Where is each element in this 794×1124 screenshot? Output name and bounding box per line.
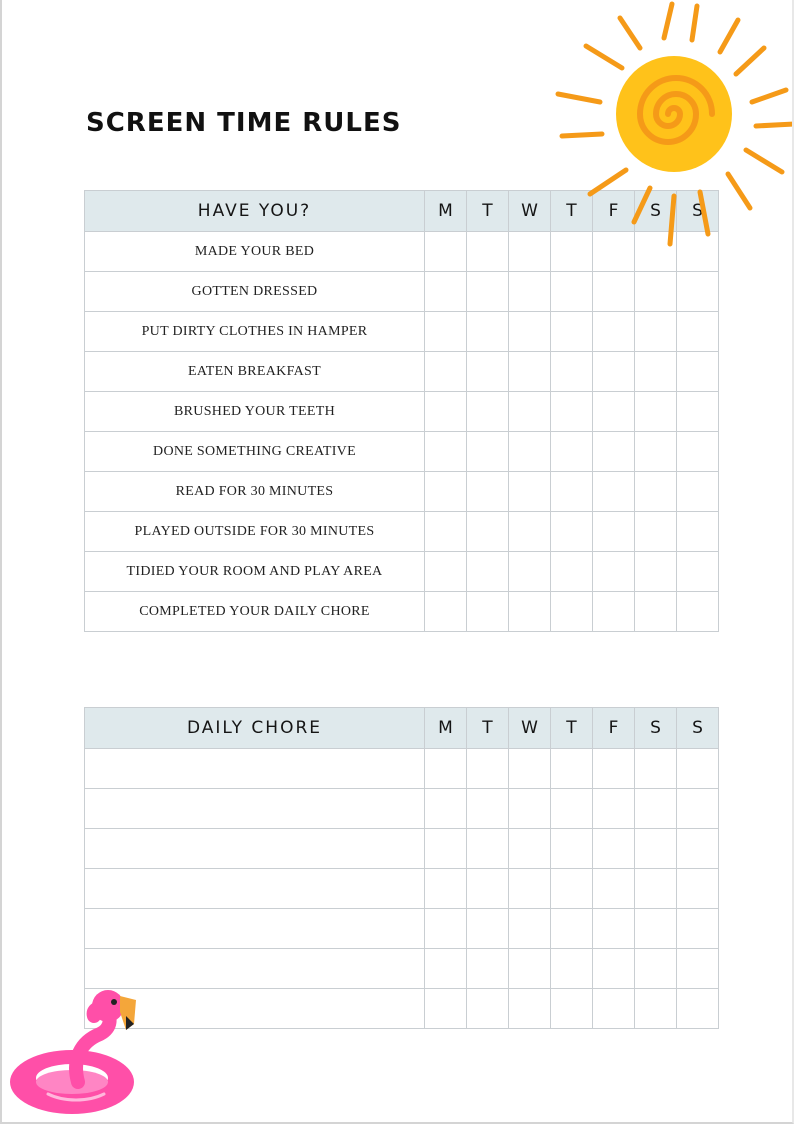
day-checkbox-cell[interactable] — [593, 949, 635, 989]
day-checkbox-cell[interactable] — [551, 352, 593, 392]
day-checkbox-cell[interactable] — [425, 749, 467, 789]
chore-row-label — [85, 789, 425, 829]
day-checkbox-cell[interactable] — [467, 472, 509, 512]
task-row-label: DONE SOMETHING CREATIVE — [85, 432, 425, 472]
day-checkbox-cell[interactable] — [509, 432, 551, 472]
day-checkbox-cell[interactable] — [635, 749, 677, 789]
day-checkbox-cell[interactable] — [551, 869, 593, 909]
day-checkbox-cell[interactable] — [593, 592, 635, 632]
day-checkbox-cell[interactable] — [635, 869, 677, 909]
task-row — [85, 312, 719, 352]
task-row-label: READ FOR 30 MINUTES — [85, 472, 425, 512]
day-checkbox-cell[interactable] — [509, 989, 551, 1029]
task-row — [85, 392, 719, 432]
task-row-label: TIDIED YOUR ROOM AND PLAY AREA — [85, 552, 425, 592]
day-checkbox-cell[interactable] — [635, 472, 677, 512]
task-row — [85, 352, 719, 392]
day-checkbox-cell[interactable] — [467, 272, 509, 312]
task-row — [85, 592, 719, 632]
day-header-monday: M — [425, 708, 467, 749]
day-header-thursday: T — [551, 191, 593, 232]
day-checkbox-cell[interactable] — [593, 272, 635, 312]
day-checkbox-cell[interactable] — [425, 272, 467, 312]
day-checkbox-cell[interactable] — [677, 829, 719, 869]
day-checkbox-cell[interactable] — [509, 512, 551, 552]
day-checkbox-cell[interactable] — [635, 789, 677, 829]
day-checkbox-cell[interactable] — [467, 512, 509, 552]
day-checkbox-cell[interactable] — [593, 789, 635, 829]
day-checkbox-cell[interactable] — [677, 272, 719, 312]
day-checkbox-cell[interactable] — [509, 392, 551, 432]
day-checkbox-cell[interactable] — [467, 909, 509, 949]
day-checkbox-cell[interactable] — [677, 592, 719, 632]
have-you-header-label: HAVE YOU? — [85, 191, 425, 232]
day-checkbox-cell[interactable] — [677, 869, 719, 909]
day-checkbox-cell[interactable] — [677, 949, 719, 989]
day-checkbox-cell[interactable] — [509, 829, 551, 869]
day-checkbox-cell[interactable] — [551, 789, 593, 829]
day-checkbox-cell[interactable] — [551, 592, 593, 632]
task-row — [85, 472, 719, 512]
day-checkbox-cell[interactable] — [635, 272, 677, 312]
day-checkbox-cell[interactable] — [467, 392, 509, 432]
day-checkbox-cell[interactable] — [425, 392, 467, 432]
day-header-sunday: S — [677, 191, 719, 232]
day-checkbox-cell[interactable] — [551, 312, 593, 352]
page-title: SCREEN TIME RULES — [86, 108, 402, 138]
day-header-tuesday: T — [467, 708, 509, 749]
day-checkbox-cell[interactable] — [593, 989, 635, 1029]
day-checkbox-cell[interactable] — [677, 432, 719, 472]
task-row-label: BRUSHED YOUR TEETH — [85, 392, 425, 432]
day-checkbox-cell[interactable] — [551, 512, 593, 552]
day-checkbox-cell[interactable] — [593, 829, 635, 869]
day-checkbox-cell[interactable] — [677, 909, 719, 949]
chore-row — [85, 749, 719, 789]
day-checkbox-cell[interactable] — [593, 432, 635, 472]
day-checkbox-cell[interactable] — [593, 472, 635, 512]
task-row-label: EATEN BREAKFAST — [85, 352, 425, 392]
day-checkbox-cell[interactable] — [467, 949, 509, 989]
day-checkbox-cell[interactable] — [425, 472, 467, 512]
day-checkbox-cell[interactable] — [509, 552, 551, 592]
sun-icon — [542, 0, 794, 258]
daily-chore-table — [84, 707, 719, 1029]
day-checkbox-cell[interactable] — [467, 789, 509, 829]
day-checkbox-cell[interactable] — [593, 909, 635, 949]
day-checkbox-cell[interactable] — [551, 432, 593, 472]
daily-chore-header-row — [85, 708, 719, 749]
day-checkbox-cell[interactable] — [425, 789, 467, 829]
day-checkbox-cell[interactable] — [509, 272, 551, 312]
day-checkbox-cell[interactable] — [593, 512, 635, 552]
day-header-saturday: S — [635, 191, 677, 232]
day-checkbox-cell[interactable] — [551, 949, 593, 989]
day-checkbox-cell[interactable] — [551, 552, 593, 592]
day-checkbox-cell[interactable] — [467, 312, 509, 352]
day-checkbox-cell[interactable] — [551, 472, 593, 512]
task-row — [85, 512, 719, 552]
day-checkbox-cell[interactable] — [635, 989, 677, 1029]
day-header-wednesday: W — [509, 708, 551, 749]
day-checkbox-cell[interactable] — [635, 312, 677, 352]
day-checkbox-cell[interactable] — [509, 312, 551, 352]
day-checkbox-cell[interactable] — [635, 592, 677, 632]
day-checkbox-cell[interactable] — [677, 749, 719, 789]
day-checkbox-cell[interactable] — [425, 232, 467, 272]
day-checkbox-cell[interactable] — [593, 392, 635, 432]
day-checkbox-cell[interactable] — [467, 989, 509, 1029]
day-checkbox-cell[interactable] — [551, 749, 593, 789]
task-row — [85, 552, 719, 592]
chore-row — [85, 829, 719, 869]
chore-row — [85, 789, 719, 829]
day-checkbox-cell[interactable] — [677, 552, 719, 592]
day-checkbox-cell[interactable] — [467, 829, 509, 869]
chore-row — [85, 989, 719, 1029]
day-header-tuesday: T — [467, 191, 509, 232]
daily-chore-header-label: DAILY CHORE — [85, 708, 425, 749]
day-checkbox-cell[interactable] — [677, 472, 719, 512]
day-checkbox-cell[interactable] — [551, 272, 593, 312]
day-checkbox-cell[interactable] — [635, 909, 677, 949]
chore-row — [85, 949, 719, 989]
day-checkbox-cell[interactable] — [551, 909, 593, 949]
day-header-friday: F — [593, 708, 635, 749]
day-checkbox-cell[interactable] — [635, 512, 677, 552]
day-header-thursday: T — [551, 708, 593, 749]
day-checkbox-cell[interactable] — [467, 749, 509, 789]
day-checkbox-cell[interactable] — [593, 312, 635, 352]
day-checkbox-cell[interactable] — [509, 949, 551, 989]
day-checkbox-cell[interactable] — [593, 552, 635, 592]
day-checkbox-cell[interactable] — [509, 789, 551, 829]
day-checkbox-cell[interactable] — [551, 829, 593, 869]
day-header-monday: M — [425, 191, 467, 232]
task-row — [85, 272, 719, 312]
day-header-wednesday: W — [509, 191, 551, 232]
day-checkbox-cell[interactable] — [467, 352, 509, 392]
day-checkbox-cell[interactable] — [509, 749, 551, 789]
chore-row-label — [85, 829, 425, 869]
day-checkbox-cell[interactable] — [593, 749, 635, 789]
chore-row-label — [85, 869, 425, 909]
task-row-label: COMPLETED YOUR DAILY CHORE — [85, 592, 425, 632]
chore-row — [85, 909, 719, 949]
flamingo-float-icon — [8, 982, 140, 1118]
day-checkbox-cell[interactable] — [677, 512, 719, 552]
task-row-label: PLAYED OUTSIDE FOR 30 MINUTES — [85, 512, 425, 552]
day-checkbox-cell[interactable] — [509, 352, 551, 392]
task-row-label: GOTTEN DRESSED — [85, 272, 425, 312]
day-checkbox-cell[interactable] — [677, 352, 719, 392]
day-checkbox-cell[interactable] — [635, 392, 677, 432]
chore-row-label — [85, 909, 425, 949]
day-checkbox-cell[interactable] — [551, 989, 593, 1029]
day-checkbox-cell[interactable] — [509, 592, 551, 632]
day-header-friday: F — [593, 191, 635, 232]
day-checkbox-cell[interactable] — [677, 392, 719, 432]
day-checkbox-cell[interactable] — [635, 552, 677, 592]
day-checkbox-cell[interactable] — [467, 869, 509, 909]
day-checkbox-cell[interactable] — [467, 232, 509, 272]
day-checkbox-cell[interactable] — [425, 552, 467, 592]
day-checkbox-cell[interactable] — [425, 512, 467, 552]
day-checkbox-cell[interactable] — [635, 829, 677, 869]
day-checkbox-cell[interactable] — [509, 472, 551, 512]
day-checkbox-cell[interactable] — [425, 312, 467, 352]
day-checkbox-cell[interactable] — [425, 949, 467, 989]
day-checkbox-cell[interactable] — [677, 789, 719, 829]
day-checkbox-cell[interactable] — [509, 869, 551, 909]
day-checkbox-cell[interactable] — [425, 352, 467, 392]
day-checkbox-cell[interactable] — [425, 829, 467, 869]
day-checkbox-cell[interactable] — [593, 352, 635, 392]
day-checkbox-cell[interactable] — [425, 909, 467, 949]
day-checkbox-cell[interactable] — [425, 592, 467, 632]
day-checkbox-cell[interactable] — [551, 392, 593, 432]
chore-row — [85, 869, 719, 909]
task-row-label: PUT DIRTY CLOTHES IN HAMPER — [85, 312, 425, 352]
day-checkbox-cell[interactable] — [635, 949, 677, 989]
day-checkbox-cell[interactable] — [467, 552, 509, 592]
day-checkbox-cell[interactable] — [635, 432, 677, 472]
day-header-saturday: S — [635, 708, 677, 749]
day-checkbox-cell[interactable] — [677, 312, 719, 352]
day-checkbox-cell[interactable] — [467, 432, 509, 472]
day-checkbox-cell[interactable] — [677, 989, 719, 1029]
day-checkbox-cell[interactable] — [635, 352, 677, 392]
chore-row-label — [85, 749, 425, 789]
day-checkbox-cell[interactable] — [425, 989, 467, 1029]
day-checkbox-cell[interactable] — [593, 869, 635, 909]
task-row — [85, 432, 719, 472]
day-checkbox-cell[interactable] — [467, 592, 509, 632]
task-row-label: MADE YOUR BED — [85, 232, 425, 272]
day-checkbox-cell[interactable] — [425, 432, 467, 472]
day-checkbox-cell[interactable] — [425, 869, 467, 909]
day-checkbox-cell[interactable] — [509, 909, 551, 949]
day-header-sunday: S — [677, 708, 719, 749]
